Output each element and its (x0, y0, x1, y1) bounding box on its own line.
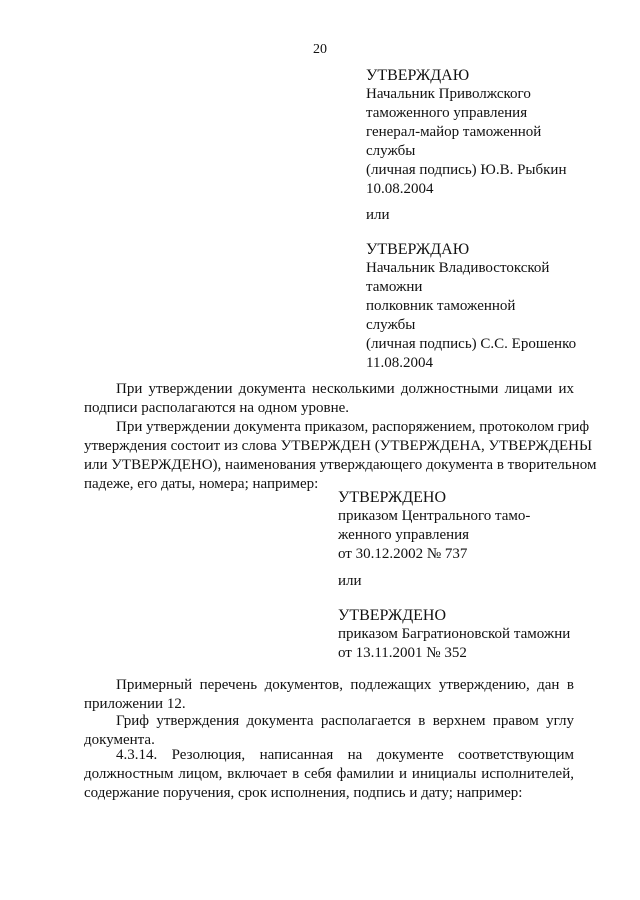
paragraph-approval-by-order (84, 418, 597, 494)
paragraph-line: При утверждении документа несколькими должностными лицами их (116, 381, 574, 397)
stamp-date: 11.08.2004 (366, 355, 433, 371)
stamp-signature-line: (личная подпись) Ю.В. Рыбкин (366, 162, 567, 178)
paragraph-line: падеже, его даты, номера; например: (84, 476, 319, 492)
paragraph-multiple-signatures (84, 380, 574, 418)
stamp-line: генерал-майор таможенной (366, 124, 542, 140)
stamp-date: 10.08.2004 (366, 181, 434, 197)
stamp-line: службы (366, 143, 416, 159)
paragraph-line: Гриф утверждения документа располагается в верхнем правом углу (116, 713, 574, 729)
stamp-line: приказом Багратионовской таможни (338, 626, 571, 642)
paragraph-line: или УТВЕРЖДЕНО), наименования утверждающего документа в творительном (84, 457, 597, 473)
paragraph-line: подписи располагаются на одном уровне. (84, 400, 350, 416)
stamp-line: полковник таможенной (366, 298, 516, 314)
paragraph-line: должностным лицом, включает в себя фамилии и инициалы исполнителей, (84, 766, 574, 782)
stamp-line: Начальник Владивостокской (366, 260, 550, 276)
paragraph-line: Примерный перечень документов, подлежащих утверждению, дан в (116, 677, 574, 693)
paragraph-line: документа. (84, 732, 155, 748)
paragraph-line: утверждения состоит из слова УТВЕРЖДЕН (УТВЕРЖДЕНА, УТВЕРЖДЕНЫ (84, 438, 593, 454)
approval-stamp-central (338, 488, 530, 564)
stamp-line: приказом Центрального тамо- (338, 508, 531, 524)
stamp-line: таможни (366, 279, 423, 295)
stamp-heading: УТВЕРЖДЕНО (338, 607, 447, 624)
paragraph-resolution (84, 746, 574, 803)
stamp-date: от 30.12.2002 № 737 (338, 546, 468, 562)
approval-stamp-vladivostok (366, 240, 576, 373)
approval-stamp-bagrationovsk (338, 606, 570, 663)
approval-stamp-volga (366, 66, 566, 199)
paragraph-stamp-position (84, 712, 574, 750)
stamp-date: от 13.11.2001 № 352 (338, 645, 467, 661)
page-number: 20 (313, 42, 327, 57)
stamp-line: таможенного управления (366, 105, 528, 121)
stamp-signature-line: (личная подпись) С.С. Ерошенко (366, 336, 577, 352)
paragraph-line: 4.3.14. Резолюция, написанная на документе соответствующим (116, 747, 574, 763)
or-separator: или (366, 207, 390, 223)
stamp-heading: УТВЕРЖДАЮ (366, 241, 470, 258)
paragraph-line: При утверждении документа приказом, распоряжением, протоколом гриф (116, 419, 590, 435)
stamp-line: Начальник Приволжского (366, 86, 531, 102)
stamp-heading: УТВЕРЖДАЮ (366, 67, 470, 84)
stamp-line: женного управления (338, 527, 470, 543)
paragraph-line: приложении 12. (84, 696, 186, 712)
or-separator: или (338, 573, 362, 589)
stamp-line: службы (366, 317, 416, 333)
paragraph-line: содержание поручения, срок исполнения, подпись и дату; например: (84, 785, 523, 801)
paragraph-list-reference (84, 676, 574, 714)
stamp-heading: УТВЕРЖДЕНО (338, 489, 447, 506)
